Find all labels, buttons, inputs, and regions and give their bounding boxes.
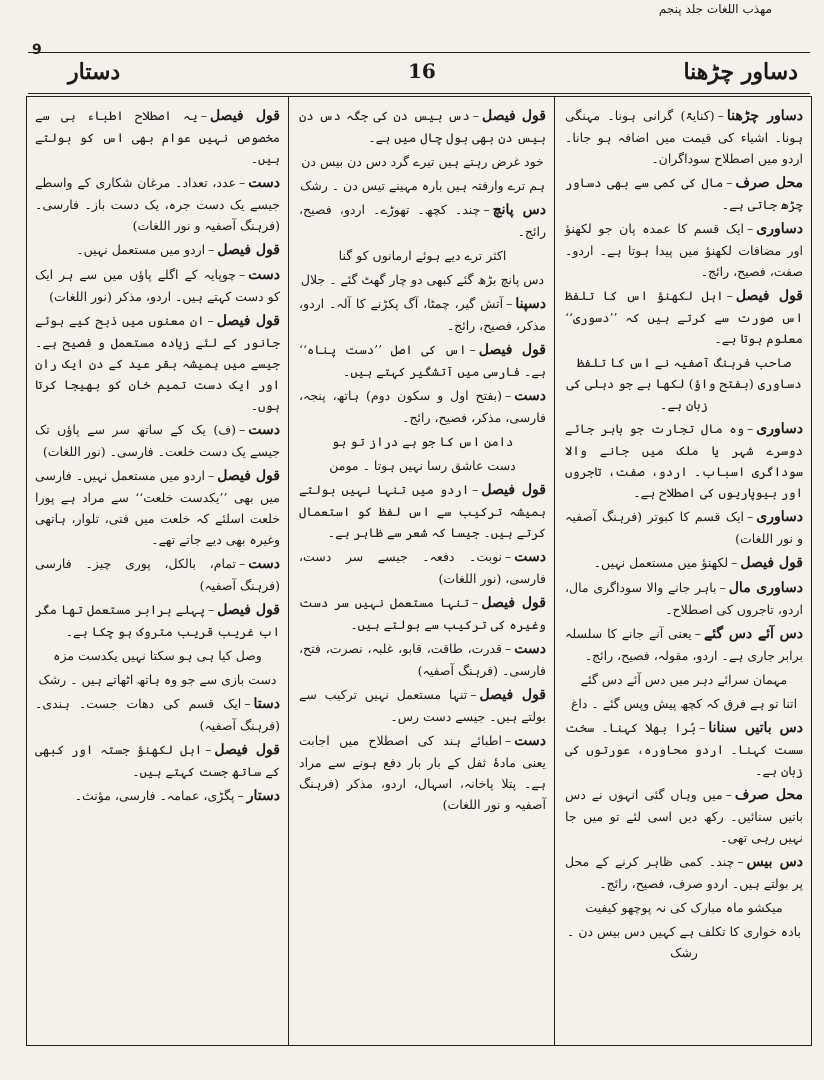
entry-text: وصل کیا ہی ہو سکتا نہیں یکدست مزہ — [53, 648, 262, 663]
entry-text: دست عاشق رسا نہیں ہوتا ۔ مومن — [329, 458, 516, 473]
entry-text: نوبت۔ دفعہ۔ جیسے سر دست، فارسی، (نور اللغات) — [299, 549, 546, 586]
entry-separator: – — [207, 313, 214, 328]
entry-text: اکثر ترے دیے ہوئے ارمانوں کو گنا — [338, 248, 507, 263]
dictionary-entry — [565, 623, 803, 666]
entry-headword: دساوری — [756, 421, 803, 437]
entry-text: ایک قسم کا عمدہ پان جو لکھنؤ اور مضافات لکھنؤ میں پیدا ہوتا ہے۔ اردو۔ صفت، فصیح، رائج۔ — [565, 221, 803, 279]
dictionary-entry — [299, 175, 546, 196]
dictionary-entry — [299, 431, 546, 452]
dictionary-entry — [35, 693, 280, 736]
right-running-headword: دساور چڑھنا — [683, 59, 798, 85]
entry-headword: دست — [514, 733, 546, 749]
entry-text: تنہا مستعمل نہیں ترکیب سے بولتے ہیں۔ جیسے دست رس۔ — [299, 687, 546, 724]
entry-separator: – — [725, 787, 732, 802]
dictionary-entry — [565, 418, 803, 503]
entry-text: بادہ خواری کا تکلف ہے کہیں دس بیس دن ۔ رشک — [567, 924, 801, 960]
dictionary-entry — [565, 851, 803, 894]
entry-text: اردو میں مستعمل نہیں۔ — [76, 242, 206, 257]
dictionary-entry — [565, 921, 803, 963]
entry-headword: دس آئے دس گئے — [703, 626, 803, 642]
entry-separator: – — [469, 342, 476, 357]
entry-text: صاحب فرہنگ آصفیہ نے اس کا تلفظ دساوری (بفتح واؤ) لکھا ہے جو دہلی کی زبان ہے۔ — [566, 355, 802, 412]
entry-separator: – — [719, 580, 726, 595]
dictionary-entry — [565, 172, 803, 215]
entry-text: میں وہاں گئی انہوں نے دس باتیں سنائیں۔ رکھ دیں اسی لئے تو میں جا نہیں رہی تھی۔ — [565, 787, 803, 845]
entry-separator: – — [505, 641, 512, 656]
dictionary-entry — [565, 105, 803, 169]
entry-separator: – — [472, 482, 479, 497]
dictionary-entry — [35, 645, 280, 666]
entry-separator: – — [239, 267, 246, 282]
right-column — [557, 97, 811, 1045]
entry-separator: – — [470, 687, 477, 702]
dictionary-entry — [565, 506, 803, 549]
entry-text: اطبائے ہند کی اصطلاح میں اجابت یعنی مادۂ ثفل کے بار بار دفع ہونے سے مراد ہے۔ پتلا پاخانہ، اسہال، اردو، مذکر (فرہنگ آصفیہ و نور اللغات) — [299, 733, 546, 812]
dictionary-entry — [299, 293, 546, 336]
entry-text: دس بیس دن کی جگہ دس دن بیس دن بھی بول چال میں ہے۔ — [299, 108, 546, 145]
dictionary-entry — [35, 419, 280, 462]
middle-column — [291, 97, 555, 1045]
page-number: 16 — [408, 59, 436, 83]
dictionary-entry — [35, 239, 280, 261]
entry-text: چند۔ کمی ظاہر کرنے کے محل پر بولتے ہیں۔ اردو صرف، فصیح، رائج۔ — [565, 854, 803, 891]
entry-text: اہل لکھنؤ جستہ اور کبھی کے ساتھ جست کہتے ہیں۔ — [35, 742, 280, 779]
entry-separator: – — [747, 509, 754, 524]
entry-headword: محل صرف — [735, 175, 804, 191]
entry-headword: قول فیصل — [217, 602, 280, 618]
entry-headword: دساوری مال — [728, 580, 803, 596]
book-title-note: مهذب اللغات جلد پنجم — [658, 2, 772, 16]
entry-separator: – — [505, 733, 512, 748]
dictionary-entry — [565, 352, 803, 415]
entry-headword: دسپنا — [515, 296, 546, 312]
dictionary-entry — [565, 693, 803, 714]
dictionary-entry — [35, 465, 280, 550]
entry-headword: قول فیصل — [481, 482, 546, 498]
entry-text: اس کی اصل ’’دست پناہ‘‘ ہے۔ فارسی میں آتشگیر کہتے ہیں۔ — [299, 342, 546, 379]
dictionary-entry — [565, 717, 803, 781]
entry-headword: دست — [248, 422, 280, 438]
entry-text: دامن اس کا جو ہے دراز تو ہو — [331, 434, 514, 449]
entry-separator: – — [747, 421, 754, 436]
entry-headword: قول فیصل — [217, 242, 280, 258]
entry-headword: قول فیصل — [482, 108, 546, 124]
entry-headword: دست — [248, 556, 280, 572]
dictionary-entry — [565, 897, 803, 918]
entry-text: عدد، تعداد۔ مرغان شکاری کے واسطے جیسے یک دست جرہ، یک دست باز۔ فارسی۔ (فرہنگ آصفیہ و نور اللغات) — [35, 175, 280, 233]
dictionary-entry — [299, 479, 546, 543]
dictionary-entry — [35, 785, 280, 807]
entry-headword: قول فیصل — [209, 108, 280, 124]
entry-separator: – — [505, 549, 512, 564]
text-columns — [26, 96, 812, 1046]
entry-text: پہلے برابر مستعمل تھا مگر اب غریب قریب متروک ہو چکا ہے۔ — [35, 602, 280, 639]
entry-separator: – — [237, 788, 244, 803]
dictionary-entry — [565, 577, 803, 620]
entry-separator: – — [472, 595, 479, 610]
dictionary-entry — [565, 285, 803, 349]
entry-separator: – — [207, 468, 215, 483]
entry-separator: – — [244, 696, 251, 711]
entry-separator: – — [747, 221, 754, 236]
entry-text: (بفتح اول و سکون دوم) ہاتھ، پنجہ، فارسی، مذکر، فصیح، رائج۔ — [299, 388, 546, 425]
entry-text: باہر جانے والا سوداگری مال، اردو، تاجروں کی اصطلاح۔ — [565, 580, 803, 617]
dictionary-entry — [299, 546, 546, 589]
dictionary-entry — [35, 105, 280, 169]
entry-headword: قول فیصل — [481, 595, 546, 611]
entry-text: ہم ترے وارفتہ ہیں بارہ مہینے تیس دن ۔ رشک — [300, 178, 545, 193]
entry-headword: دستا — [253, 696, 280, 712]
dictionary-entry — [299, 105, 546, 148]
dictionary-entry — [35, 172, 280, 236]
entry-headword: قول فیصل — [478, 342, 546, 358]
entry-text: ان معنوں میں ذبح کیے ہوئے جانور کے لئے زیادہ مستعمل و فصیح ہے۔ جیسے میں ہمیشہ بقر عید کے دن ایک ران اور ایک دست تمیم خان کو بھیجا کرتا ہوں۔ — [35, 313, 280, 413]
entry-headword: دستار — [246, 788, 280, 804]
entry-text: (کنایۃً) گرانی ہونا۔ مہنگی ہونا۔ اشیاء کی قیمت میں اضافہ ہو جانا۔ اردو میں اصطلاح سوداگران۔ — [565, 108, 803, 166]
entry-text: ایک قسم کی دھات جست۔ ہندی۔ (فرہنگ آصفیہ) — [35, 696, 280, 733]
dictionary-entry — [299, 684, 546, 727]
entry-separator: – — [208, 602, 215, 617]
entry-text: وہ مال تجارت جو باہر جائے دوسرے شہر یا ملک میں جانے والا سوداگری اسباب۔ اردو، صفت، تاجروں اور بیوپاریوں کی اصطلاح ہے۔ — [565, 421, 803, 500]
entry-separator: – — [505, 388, 512, 403]
dictionary-entry — [35, 669, 280, 690]
entry-headword: دس بیس — [746, 854, 803, 870]
dictionary-entry — [565, 784, 803, 848]
left-column — [27, 97, 289, 1045]
left-running-headword: دستار — [68, 59, 121, 85]
entry-text: مہمان سرائے دہر میں دس آئے دس گئے — [580, 672, 788, 687]
dictionary-entry — [35, 310, 280, 416]
entry-headword: قول فیصل — [740, 555, 803, 571]
entry-headword: دست — [514, 641, 546, 657]
entry-separator: – — [737, 854, 744, 869]
dictionary-entry — [565, 552, 803, 574]
entry-text: دست بازی سے جو وہ ہاتھ اٹھاتے ہیں ۔ رشک — [38, 672, 277, 687]
entry-text: اردو میں تنہا نہیں بولتے ہمیشہ ترکیب سے اس لفظ کو استعمال کرتے ہیں۔ جیسا کہ شعر سے ظاہر ہے۔ — [299, 482, 546, 540]
dictionary-entry — [299, 730, 546, 815]
entry-separator: – — [205, 742, 212, 757]
entry-separator: – — [239, 175, 246, 190]
dictionary-entry — [565, 218, 803, 282]
entry-headword: قول فیصل — [735, 288, 803, 304]
dictionary-entry — [35, 264, 280, 307]
entry-separator: – — [717, 108, 724, 123]
entry-text: تنہا مستعمل نہیں سر دست وغیرہ کی ترکیب سے بولتے ہیں۔ — [299, 595, 546, 632]
page-corner-mark: 9 — [32, 42, 42, 58]
entry-text: پگڑی، عمامہ۔ فارسی، مؤنث۔ — [74, 788, 235, 803]
dictionary-entry — [35, 553, 280, 596]
entry-text: یعنی آنے جانے کا سلسلہ برابر جاری ہے۔ اردو، مقولہ، فصیح، رائج۔ — [565, 626, 803, 663]
entry-text: آتش گیر، چمٹا، آگ پکڑنے کا آلہ۔ اردو، مذکر، فصیح، رائج۔ — [299, 296, 546, 333]
entry-text: لکھنؤ میں مستعمل نہیں۔ — [593, 555, 729, 570]
entry-headword: قول فیصل — [479, 687, 546, 703]
entry-headword: قول فیصل — [217, 468, 280, 484]
dictionary-entry — [299, 245, 546, 266]
entry-separator: – — [239, 556, 246, 571]
entry-text: اہل لکھنؤ اس کا تلفظ اس صورت سے کرتے ہیں کہ ’’دسوری‘‘ معلوم ہوتا ہے۔ — [565, 288, 803, 346]
entry-headword: دس پانچ — [492, 202, 546, 218]
dictionary-entry — [35, 739, 280, 782]
entry-text: تمام، بالکل، پوری چیز۔ فارسی (فرہنگ آصفیہ) — [35, 556, 280, 593]
entry-separator: – — [239, 422, 246, 437]
running-header — [28, 52, 810, 94]
entry-headword: قول فیصل — [216, 313, 280, 329]
entry-headword: دساور چڑھنا — [726, 108, 803, 124]
dictionary-entry — [299, 638, 546, 681]
entry-headword: محل صرف — [734, 787, 803, 803]
entry-headword: دست — [514, 549, 546, 565]
entry-text: یہ اصطلاح اطباء ہی سے مخصوص نہیں عوام بھی اس کو بولتے ہیں۔ — [35, 108, 280, 166]
dictionary-entry — [299, 592, 546, 635]
entry-separator: – — [726, 288, 733, 303]
entry-text: دس پانچ بڑھ گئے کبھی دو چار گھٹ گئے ۔ جلال — [300, 272, 545, 287]
entry-separator: – — [200, 108, 207, 123]
dictionary-entry — [299, 199, 546, 242]
dictionary-entry — [299, 339, 546, 382]
entry-headword: دست — [248, 267, 280, 283]
entry-headword: دساوری — [756, 509, 803, 525]
entry-headword: دست — [514, 388, 546, 404]
dictionary-entry — [299, 455, 546, 476]
dictionary-entry — [299, 269, 546, 290]
entry-text: چند۔ کچھ۔ تھوڑے۔ اردو، فصیح، رائج۔ — [299, 202, 546, 239]
dictionary-entry — [299, 151, 546, 172]
entry-separator: – — [726, 175, 733, 190]
entry-text: بُرا بھلا کہنا۔ سخت سست کہنا۔ اردو محاورہ، عورتوں کی زبان ہے۔ — [565, 720, 803, 778]
entry-text: قدرت، طاقت، قابو، غلبہ، نصرت، فتح، فارسی۔ (فرہنگ آصفیہ) — [299, 641, 546, 678]
entry-text: ایک قسم کا کبوتر (فرہنگ آصفیہ و نور اللغات) — [565, 509, 803, 546]
entry-separator: – — [699, 720, 706, 735]
entry-text: میکشو ماہ مبارک کی نہ پوچھو کیفیت — [585, 900, 783, 915]
entry-text: اتنا تو ہے فرق کہ کچھ پیش وپس گئے ۔ داغ — [570, 696, 798, 711]
entry-text: مال کی کمی سے بھی دساور چڑھ جاتی ہے۔ — [565, 175, 803, 212]
entry-text: (ف) یک کے ساتھ سر سے پاؤں تک جیسے یک دست خلعت۔ فارسی۔ (نور اللغات) — [35, 422, 280, 459]
entry-headword: دساوری — [756, 221, 803, 237]
entry-separator: – — [506, 296, 513, 311]
dictionary-entry — [35, 599, 280, 642]
dictionary-entry — [565, 669, 803, 690]
entry-separator: – — [483, 202, 490, 217]
dictionary-entry — [299, 385, 546, 428]
entry-separator: – — [208, 242, 215, 257]
entry-separator: – — [472, 108, 480, 123]
entry-headword: دست — [248, 175, 280, 191]
entry-text: اردو میں مستعمل نہیں۔ فارسی میں بھی ’’یکدست خلعت‘‘ سے مراد ہے پورا خلعت اسلئے کہ خلعت میں فتی، تلوار، ہاتھی وغیرہ بھی دیے جاتے تھے۔ — [35, 468, 280, 547]
entry-text: خود غرض رہتے ہیں تیرے گرد دس دن بیس دن — [301, 154, 544, 169]
entry-text: چوپایہ کے اگلے پاؤں میں سے ہر ایک کو دست کہتے ہیں۔ اردو، مذکر (نور اللغات) — [35, 267, 280, 304]
entry-separator: – — [694, 626, 701, 641]
entry-headword: دس باتیں سنانا — [708, 720, 803, 736]
entry-separator: – — [731, 555, 738, 570]
entry-headword: قول فیصل — [214, 742, 280, 758]
